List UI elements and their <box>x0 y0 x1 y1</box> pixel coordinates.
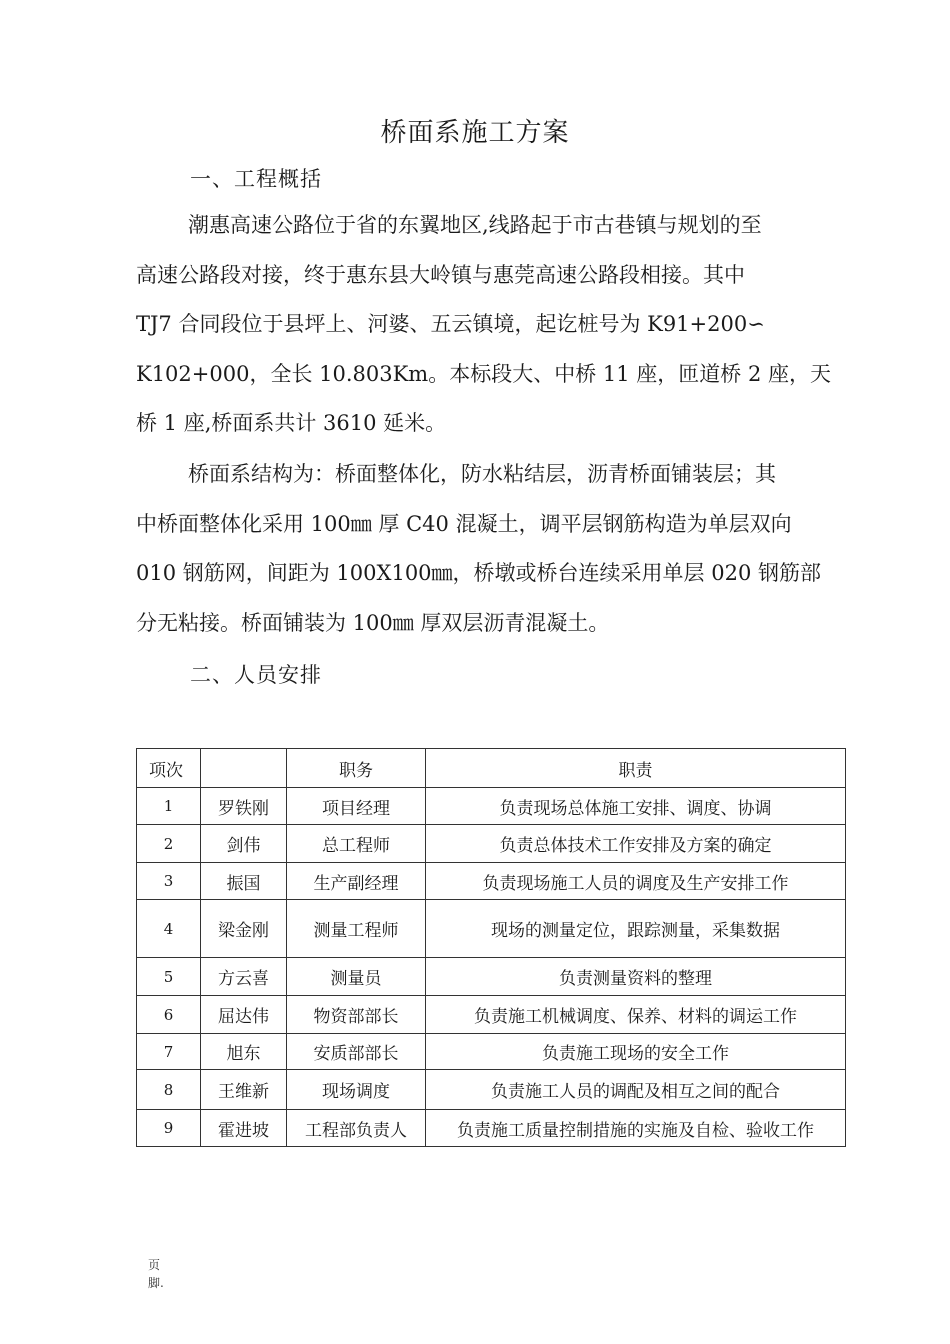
column-header: 项次 <box>137 749 201 788</box>
table-cell: 负责施工质量控制措施的实施及自检、验收工作 <box>426 1110 846 1147</box>
table-cell: 罗铁刚 <box>201 788 287 825</box>
table-cell: 现场的测量定位，跟踪测量，采集数据 <box>426 900 846 958</box>
table-cell: 总工程师 <box>287 825 426 863</box>
table-cell: 生产副经理 <box>287 863 426 900</box>
table-header-row <box>137 749 846 788</box>
footer-line: 脚. <box>148 1276 164 1290</box>
table-cell: 负责现场施工人员的调度及生产安排工作 <box>426 863 846 900</box>
table-cell: 测量员 <box>287 958 426 996</box>
table-cell: 1 <box>137 788 201 825</box>
table-cell: 负责总体技术工作安排及方案的确定 <box>426 825 846 863</box>
table-cell: 6 <box>137 996 201 1034</box>
table-cell: 振国 <box>201 863 287 900</box>
column-header: 职责 <box>426 749 846 788</box>
table-cell: 工程部负责人 <box>287 1110 426 1147</box>
table-row <box>137 788 846 825</box>
table-row <box>137 1034 846 1070</box>
table-cell: 7 <box>137 1034 201 1070</box>
table-cell: 2 <box>137 825 201 863</box>
column-header: 职务 <box>287 749 426 788</box>
paragraph-deck-structure <box>136 450 848 648</box>
table-cell: 旭东 <box>201 1034 287 1070</box>
table-cell: 物资部部长 <box>287 996 426 1034</box>
table-cell: 霍进坡 <box>201 1110 287 1147</box>
table-cell: 4 <box>137 900 201 958</box>
table-cell: 剑伟 <box>201 825 287 863</box>
table-cell: 方云喜 <box>201 958 287 996</box>
table-cell: 测量工程师 <box>287 900 426 958</box>
paragraph-line: 潮惠高速公路位于省的东翼地区,线路起于市古巷镇与规划的至 <box>188 213 762 237</box>
paragraph-line: K102+000，全长 10.803Km。本标段大、中桥 11 座，匝道桥 2 座，天 <box>136 361 831 386</box>
table-row <box>137 996 846 1034</box>
page-footer <box>148 1256 164 1292</box>
table-cell: 负责施工人员的调配及相互之间的配合 <box>426 1070 846 1110</box>
table-cell: 现场调度 <box>287 1070 426 1110</box>
section-heading-2: 二、人员安排 <box>190 663 322 687</box>
section-heading-1: 一、工程概括 <box>190 167 322 191</box>
paragraph-line: 010 钢筋网，间距为 100X100㎜，桥墩或桥台连续采用单层 020 钢筋部 <box>136 561 821 585</box>
footer-line: 页 <box>148 1258 161 1272</box>
paragraph-line: 中桥面整体化采用 100㎜ 厚 C40 混凝土，调平层钢筋构造为单层双向 <box>136 511 792 536</box>
table-cell: 安质部部长 <box>287 1034 426 1070</box>
table-cell: 负责施工现场的安全工作 <box>426 1034 846 1070</box>
table-cell: 负责测量资料的整理 <box>426 958 846 996</box>
document-title: 桥面系施工方案 <box>380 118 570 148</box>
column-header <box>201 749 287 788</box>
table-cell: 负责现场总体施工安排、调度、协调 <box>426 788 846 825</box>
table-cell: 屈达伟 <box>201 996 287 1034</box>
table-cell: 9 <box>137 1110 201 1147</box>
table-cell: 王维新 <box>201 1070 287 1110</box>
table-row <box>137 900 846 958</box>
paragraph-line: TJ7 合同段位于县坪上、河婆、五云镇境，起讫桩号为 K91+200∽ <box>136 312 765 336</box>
table-row <box>137 1070 846 1110</box>
paragraph-project-overview <box>136 201 848 449</box>
paragraph-line: 桥面系结构为：桥面整体化，防水粘结层，沥青桥面铺装层；其 <box>188 462 776 486</box>
table-row <box>137 1110 846 1147</box>
paragraph-line: 桥 1 座,桥面系共计 3610 延米。 <box>136 411 447 435</box>
table-row <box>137 825 846 863</box>
table-row <box>137 863 846 900</box>
personnel-table <box>136 748 846 1147</box>
table-cell: 5 <box>137 958 201 996</box>
table-cell: 3 <box>137 863 201 900</box>
paragraph-line: 分无粘接。桥面铺装为 100㎜ 厚双层沥青混凝土。 <box>136 610 610 635</box>
table-cell: 负责施工机械调度、保养、材料的调运工作 <box>426 996 846 1034</box>
table-row <box>137 958 846 996</box>
table-cell: 梁金刚 <box>201 900 287 958</box>
paragraph-line: 高速公路段对接，终于惠东县大岭镇与惠莞高速公路段相接。其中 <box>136 262 745 287</box>
table-cell: 项目经理 <box>287 788 426 825</box>
table-cell: 8 <box>137 1070 201 1110</box>
